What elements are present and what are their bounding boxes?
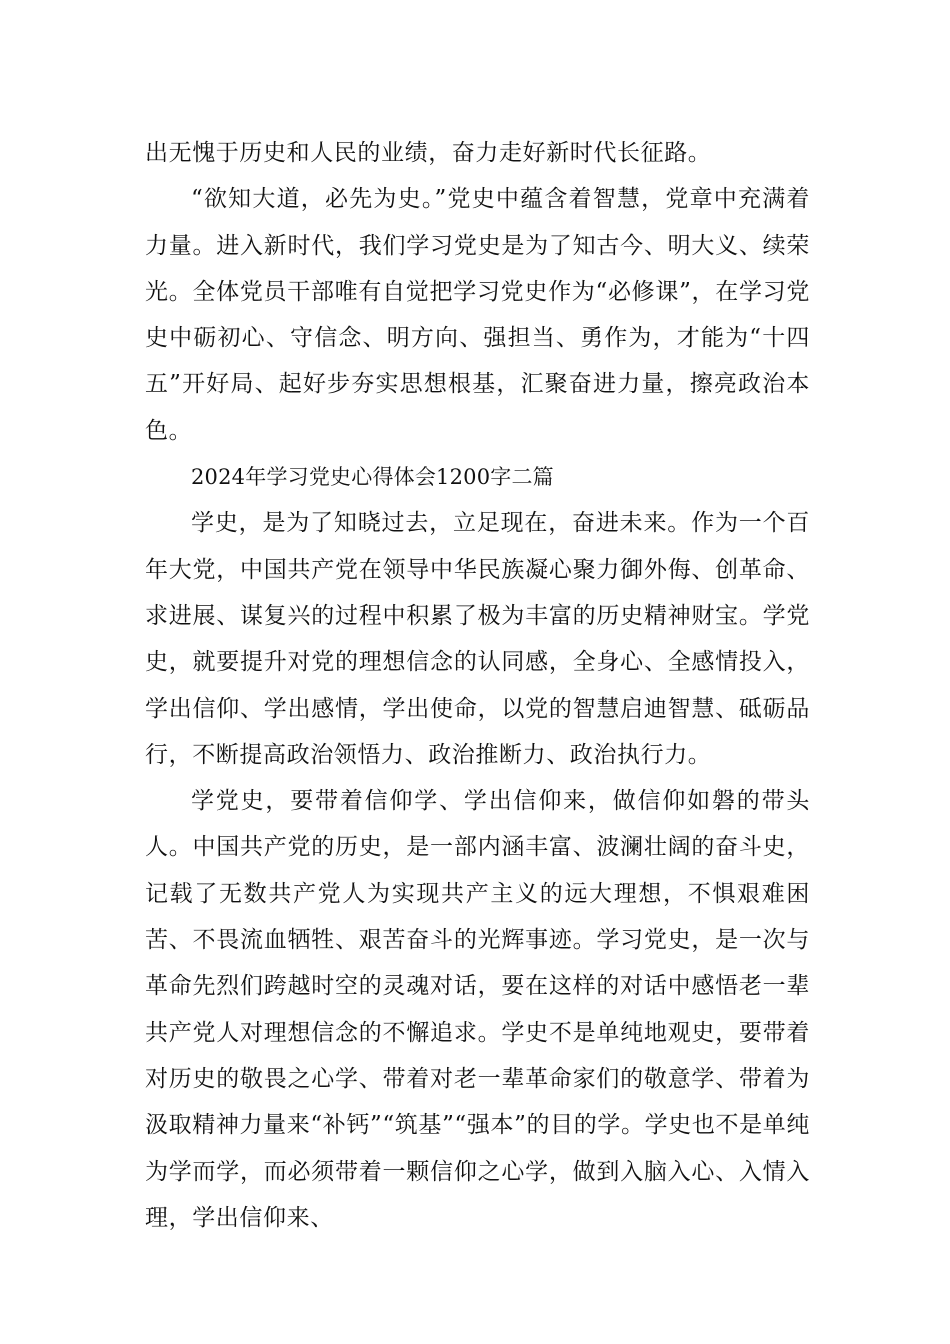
paragraph-learn-history: 学史，是为了知晓过去，立足现在，奋进未来。作为一个百年大党，中国共产党在领导中华民族凝心聚力御外侮、创革命、求进展、谋复兴的过程中积累了极为丰富的历史精神财宝。学党史，就要提升对党的理想信念的认同感，全身心、全感情投入，学出信仰、学出感情，学出使命，以党的智慧启迪智慧、砥砺品行，不断提高政治领悟力、政治推断力、政治执行力。 xyxy=(145,510,810,768)
paragraph-quote-history: “欲知大道，必先为史。”党史中蕴含着智慧，党章中充满着力量。进入新时代，我们学习党史是为了知古今、明大义、续荣光。全体党员干部唯有自觉把学习党史作为“必修课”，在学习党史中砺初心、守信念、明方向、强担当、勇作为，才能为“十四五”开好局、起好步夯实思想根基，汇聚奋进力量，擦亮政治本色。 xyxy=(145,186,810,444)
paragraph-learn-with-faith: 学党史，要带着信仰学、学出信仰来，做信仰如磐的带头人。中国共产党的历史，是一部内涵丰富、波澜壮阔的奋斗史，记载了无数共产党人为实现共产主义的远大理想，不惧艰难困苦、不畏流血牺牲、艰苦奋斗的光辉事迹。学习党史，是一次与革命先烈们跨越时空的灵魂对话，要在这样的对话中感悟老一辈共产党人对理想信念的不懈追求。学史不是单纯地观史，要带着对历史的敬畏之心学、带着对老一辈革命家们的敬意学、带着为汲取精神力量来“补钙”“筑基”“强本”的目的学。学史也不是单纯为学而学，而必须带着一颗信仰之心学，做到入脑入心、入情入理，学出信仰来、 xyxy=(145,788,810,1231)
paragraph-continuation: 出无愧于历史和人民的业绩，奋力走好新时代长征路。 xyxy=(145,140,712,166)
section-heading: 2024年学习党史心得体会1200字二篇 xyxy=(191,465,554,490)
document-body xyxy=(145,130,810,1241)
